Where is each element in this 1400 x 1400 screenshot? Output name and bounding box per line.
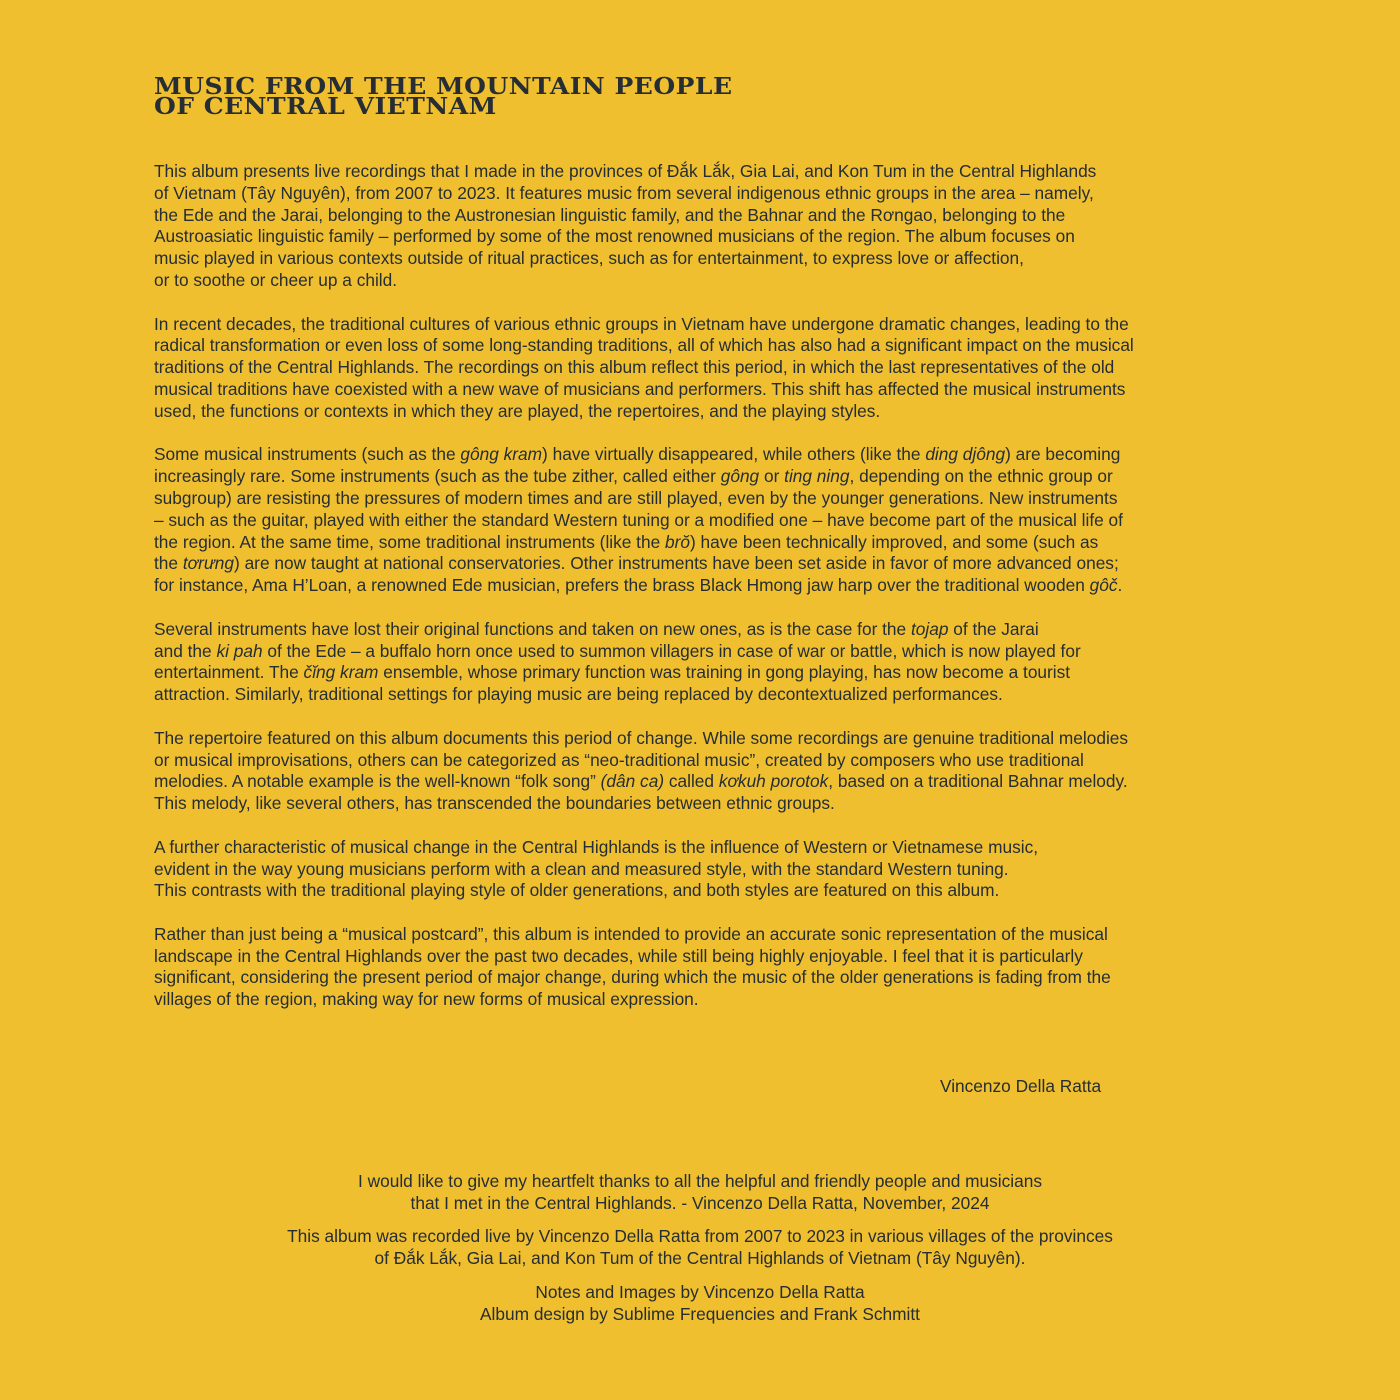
paragraph-3 (154, 444, 1264, 597)
text-line: the Ede and the Jarai, belonging to the Austronesian linguistic family, and the Bahnar and the Rơngao, belonging to the (154, 204, 1066, 225)
instrument-name: gôč (1089, 575, 1118, 596)
text-run: Several instruments have lost their original functions and taken on new ones, as is the case for the (154, 618, 911, 639)
design-credits (0, 1282, 1400, 1325)
text-line: attraction. Similarly, traditional settings for playing music are being replaced by decontextualized performances. (154, 684, 1003, 705)
text-line: or to soothe or cheer up a child. (154, 269, 398, 290)
text-line (154, 466, 1264, 488)
text-line: villages of the region, making way for new forms of musical expression. (154, 989, 699, 1010)
instrument-name: gông kram (460, 444, 543, 465)
text-run: of the Jarai (948, 618, 1039, 639)
text-line (154, 553, 1264, 575)
text-line: used, the functions or contexts in which they are played, the repertoires, and the playing styles. (154, 400, 881, 421)
text-line: This contrasts with the traditional playing style of older generations, and both styles are featured on this album. (154, 880, 1000, 901)
instrument-name: čĭng kram (303, 662, 379, 683)
text-line: subgroup) are resisting the pressures of modern times and are still played, even by the younger generations. New instruments (154, 487, 1118, 508)
author-signature: Vincenzo Della Ratta (940, 1076, 1102, 1096)
text-line (154, 771, 1264, 793)
text-run: ) have been technically improved, and some (such as (689, 531, 1099, 552)
text-line: Austroasiatic linguistic family – performed by some of the most renowned musicians of the region. The album focuses on (154, 226, 1075, 247)
text-run: called (664, 771, 719, 792)
text-run: ensemble, whose primary function was training in gong playing, has now become a tourist (378, 662, 1071, 683)
text-run: Some musical instruments (such as the (154, 444, 461, 465)
text-line: This melody, like several others, has transcended the boundaries between ethnic groups. (154, 793, 835, 814)
paragraph-4 (154, 619, 1264, 706)
text-run: ) have virtually disappeared, while others (like the (542, 444, 926, 465)
paragraph-5 (154, 728, 1264, 815)
text-run: the (154, 553, 183, 574)
text-line: A further characteristic of musical change in the Central Highlands is the influence of Western or Vietnamese music, (154, 836, 1039, 857)
text-run: melodies. A notable example is the well-known “folk song” (154, 771, 601, 792)
text-line: radical transformation or even loss of some long-standing traditions, all of which has also had a significant impact on the musical (154, 335, 1134, 356)
text-line: or musical improvisations, others can be categorized as “neo-traditional music”, created by composers who use traditional (154, 749, 1084, 770)
instrument-name: ki pah (216, 640, 263, 661)
instrument-name: ding djông (925, 444, 1006, 465)
text-run: ) are becoming (1005, 444, 1121, 465)
credit-line: This album was recorded live by Vincenzo Della Ratta from 2007 to 2023 in various villages of the provinces (287, 1226, 1113, 1246)
text-line (154, 575, 1264, 597)
credit-line: that I met in the Central Highlands. - Vincenzo Della Ratta, November, 2024 (410, 1192, 990, 1213)
text-line: evident in the way young musicians perform with a clean and measured style, with the standard Western tuning. (154, 858, 1009, 879)
text-line (154, 532, 1264, 554)
text-run: the region. At the same time, some traditional instruments (like the (154, 531, 665, 552)
text-line: The repertoire featured on this album documents this period of change. While some recordings are genuine traditional melodies (154, 727, 1129, 748)
text-line: of Vietnam (Tây Nguyên), from 2007 to 2023. It features music from several indigenous ethnic groups in the area – namely, (154, 182, 1094, 203)
text-run: ) are now taught at national conservatories. Other instruments have been set aside in favor of more advanced ones; (234, 553, 1119, 574)
paragraph-1 (154, 161, 1264, 292)
paragraph-2 (154, 314, 1264, 423)
term-name: (dân ca) (600, 771, 665, 792)
paragraph-7 (154, 924, 1264, 1011)
credit-line: of Đắk Lắk, Gia Lai, and Kon Tum of the Central Highlands of Vietnam (Tây Nguyên). (374, 1247, 1026, 1268)
credit-line: I would like to give my heartfelt thanks to all the helpful and friendly people and musicians (358, 1171, 1042, 1191)
text-line: Rather than just being a “musical postcard”, this album is intended to provide an accurate sonic representation of the musical (154, 923, 1108, 944)
text-run: . (1117, 575, 1123, 596)
text-run: entertainment. The (154, 662, 304, 683)
credit-line: Album design by Sublime Frequencies and Frank Schmitt (480, 1303, 920, 1324)
text-line: – such as the guitar, played with either the standard Western tuning or a modified one – have become part of the musical life of (154, 509, 1123, 530)
recording-credits (0, 1226, 1400, 1269)
instrument-name: tơrưng (182, 553, 235, 574)
text-run: or (759, 466, 785, 487)
text-line: This album presents live recordings that I made in the provinces of Đắk Lắk, Gia Lai, and Kon Tum in the Central Highlands (154, 161, 1097, 181)
text-line: musical traditions have coexisted with a new wave of musicians and performers. This shift has affected the musical instruments (154, 378, 1126, 399)
credit-line: Notes and Images by Vincenzo Della Ratta (535, 1282, 865, 1302)
page-title (154, 72, 733, 120)
text-line: traditions of the Central Highlands. The recordings on this album reflect this period, in which the last representatives of the old (154, 357, 1115, 378)
text-line: music played in various contexts outside of ritual practices, such as for entertainment, to express love or affection, (154, 248, 1024, 269)
acknowledgements (0, 1171, 1400, 1214)
paragraph-6 (154, 837, 1264, 902)
liner-notes-body (154, 161, 1264, 1033)
text-run: and the (154, 640, 217, 661)
text-line (154, 641, 1264, 663)
text-line: In recent decades, the traditional cultures of various ethnic groups in Vietnam have undergone dramatic changes, leading to the (154, 313, 1129, 334)
text-run: , based on a traditional Bahnar melody. (828, 771, 1128, 792)
title-line-1: MUSIC FROM THE MOUNTAIN PEOPLE (154, 72, 733, 100)
text-line (154, 662, 1264, 684)
song-name: kơkuh porotok (718, 771, 829, 792)
text-run: increasingly rare. Some instruments (such as the tube zither, called either (154, 466, 721, 487)
text-line (154, 619, 1264, 641)
instrument-name: brŏ (665, 531, 690, 552)
text-run: of the Ede – a buffalo horn once used to summon villagers in case of war or battle, which is now played for (262, 640, 1081, 661)
text-line (154, 444, 1264, 466)
text-line: landscape in the Central Highlands over the past two decades, while still being highly enjoyable. I feel that it is particularly (154, 945, 1083, 966)
text-run: , depending on the ethnic group or (849, 466, 1113, 487)
text-run: for instance, Ama H’Loan, a renowned Ede musician, prefers the brass Black Hmong jaw harp over the traditional wooden (154, 575, 1090, 596)
instrument-name: tojap (910, 618, 949, 639)
instrument-name: ting ning (784, 466, 850, 487)
title-line-2: OF CENTRAL VIETNAM (154, 92, 497, 120)
text-line: significant, considering the present period of major change, during which the music of the older generations is fading from the (154, 967, 1111, 988)
instrument-name: gông (720, 466, 760, 487)
